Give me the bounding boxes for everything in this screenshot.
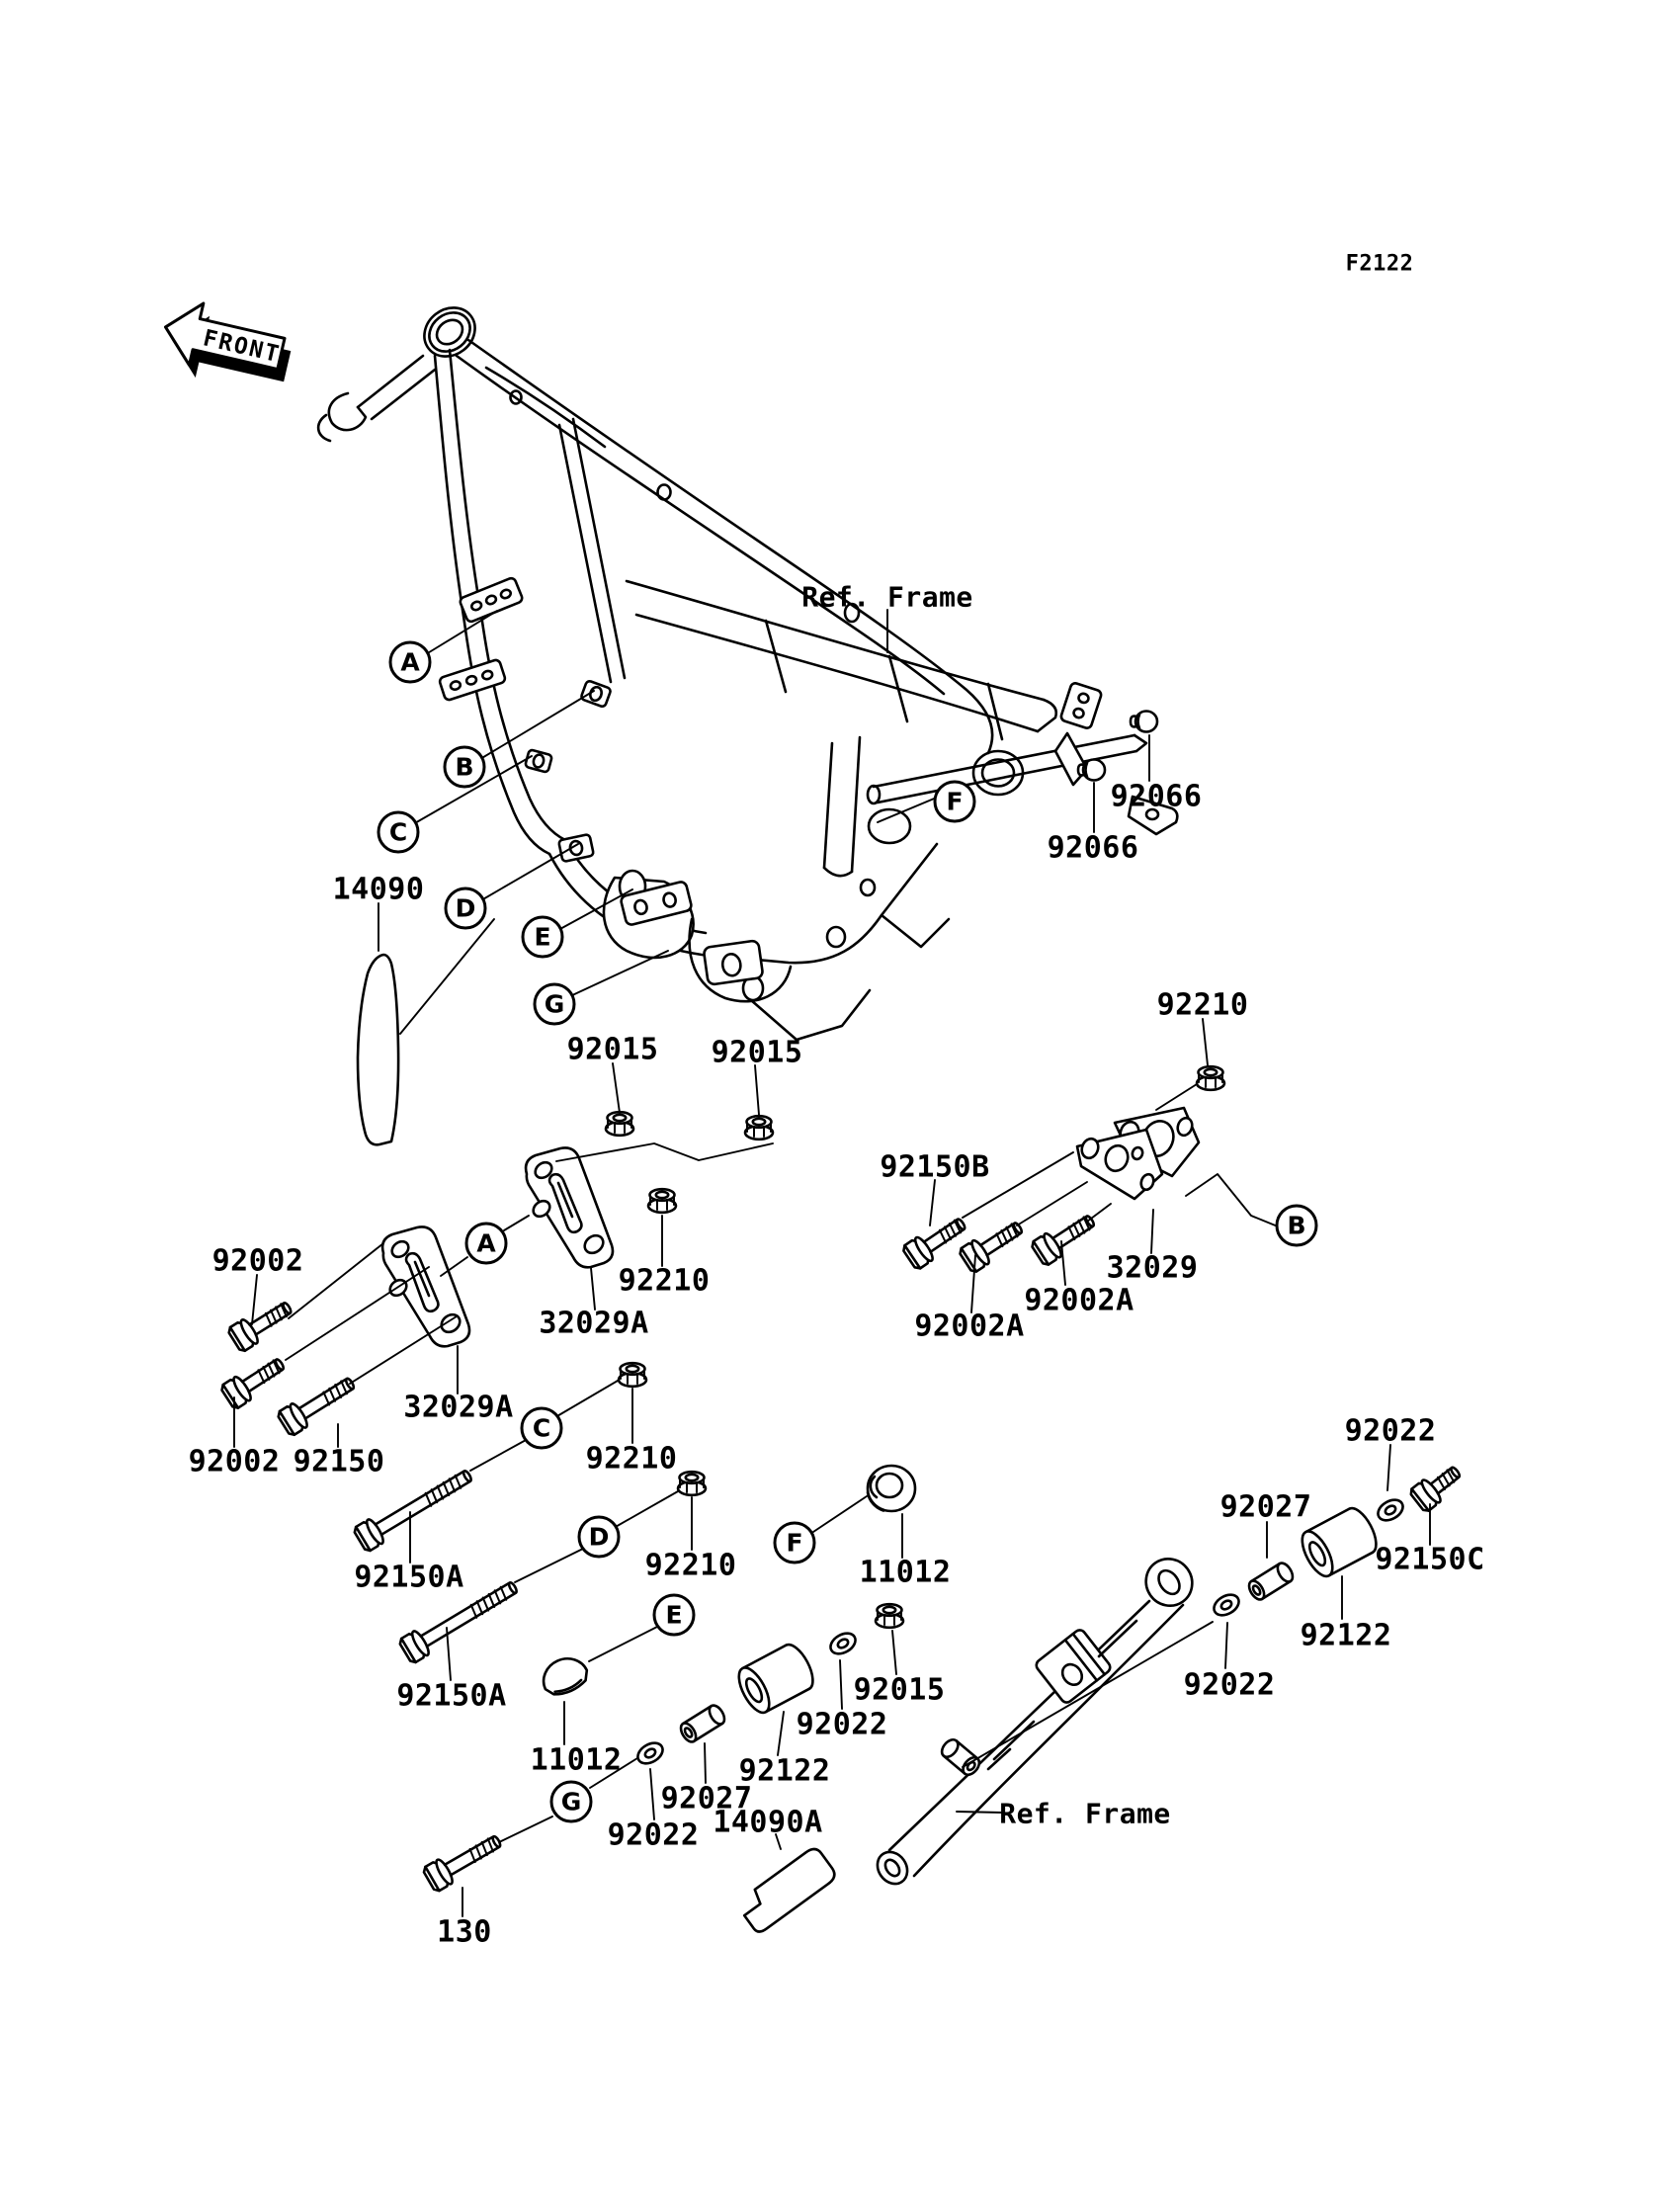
part-label-92015: 92015 — [566, 1032, 659, 1067]
front-arrow-icon — [156, 296, 297, 397]
part-label-92210: 92210 — [1156, 987, 1249, 1023]
plate-14090a — [735, 1845, 838, 1934]
part-label-32029a: 32029A — [403, 1390, 514, 1425]
callout-b-frame: B — [444, 746, 486, 789]
bolt-92150 — [277, 1371, 360, 1437]
callout-e-parts: E — [653, 1594, 696, 1637]
callout-c-parts: C — [521, 1407, 563, 1450]
part-label-92066: 92066 — [1047, 830, 1139, 866]
part-label-92022: 92022 — [607, 1817, 700, 1853]
washer-92022 — [634, 1738, 666, 1767]
callout-a-parts: A — [465, 1223, 508, 1265]
ref-frame-label-top: Ref. Frame — [801, 580, 973, 614]
part-label-92150b: 92150B — [880, 1149, 990, 1185]
callout-b-parts: B — [1276, 1205, 1318, 1247]
plug-92066 — [1131, 712, 1157, 732]
part-label-92150a: 92150A — [354, 1560, 464, 1595]
cap-11012 — [538, 1652, 592, 1700]
plate-32029a — [526, 1147, 613, 1267]
part-label-32029a: 32029A — [539, 1306, 649, 1341]
part-label-130: 130 — [437, 1914, 492, 1950]
callout-f-parts: F — [774, 1522, 816, 1564]
part-label-92210: 92210 — [618, 1263, 711, 1299]
nut-92210 — [1197, 1066, 1224, 1090]
bolt-130 — [422, 1828, 506, 1893]
callout-a-frame: A — [389, 641, 432, 684]
plate-32029a — [382, 1226, 469, 1346]
part-label-92027: 92027 — [660, 1781, 753, 1817]
part-label-92022: 92022 — [1344, 1413, 1437, 1449]
washer-92022 — [827, 1629, 859, 1657]
washer-92022 — [1375, 1495, 1406, 1524]
nut-92015 — [606, 1112, 633, 1136]
roller-92122 — [733, 1640, 819, 1717]
bolt-92150b — [901, 1212, 970, 1271]
callout-e-frame: E — [522, 916, 564, 959]
part-label-92122: 92122 — [1300, 1618, 1392, 1653]
part-label-92015: 92015 — [853, 1672, 946, 1708]
part-label-11012: 11012 — [859, 1555, 952, 1590]
part-label-14090a: 14090A — [713, 1805, 823, 1840]
part-label-32029: 32029 — [1106, 1250, 1199, 1286]
part-label-92122: 92122 — [738, 1753, 831, 1789]
part-label-92015: 92015 — [711, 1035, 803, 1070]
part-label-92002: 92002 — [188, 1444, 281, 1479]
figure-code: F2122 — [1345, 251, 1414, 277]
frame-drawing — [318, 297, 1177, 1040]
bolt-92002 — [219, 1352, 289, 1410]
blade-14090 — [358, 955, 398, 1144]
part-label-92210: 92210 — [644, 1548, 737, 1583]
nut-92015 — [876, 1604, 903, 1628]
part-label-92150a: 92150A — [396, 1678, 507, 1714]
callout-c-frame: C — [378, 811, 420, 854]
part-label-14090: 14090 — [332, 872, 425, 907]
bolt-92002a — [958, 1216, 1027, 1274]
nut-92210 — [648, 1189, 676, 1213]
part-label-92150c: 92150C — [1375, 1542, 1485, 1577]
part-label-92066: 92066 — [1110, 779, 1203, 814]
part-label-92002a: 92002A — [1024, 1283, 1134, 1318]
callout-f-frame: F — [934, 781, 976, 823]
bolt-92150c — [1408, 1460, 1466, 1513]
callout-d-frame: D — [445, 887, 487, 930]
washer-92022 — [1211, 1590, 1242, 1619]
part-label-92150: 92150 — [293, 1444, 385, 1479]
nut-92015 — [745, 1116, 773, 1140]
plates-32029 — [1077, 1108, 1199, 1199]
callout-d-parts: D — [578, 1516, 621, 1559]
nut-92210 — [678, 1472, 706, 1495]
part-label-92002: 92002 — [211, 1243, 304, 1279]
swingarm-ref-frame — [872, 1550, 1202, 1890]
part-label-92210: 92210 — [585, 1441, 678, 1477]
collar-92027 — [678, 1703, 727, 1744]
part-label-11012: 11012 — [530, 1742, 623, 1778]
callout-g-parts: G — [550, 1781, 593, 1823]
ref-frame-label-bottom: Ref. Frame — [999, 1797, 1171, 1830]
bolt-92002a — [1030, 1209, 1099, 1267]
front-arrow-label: FRONT — [201, 325, 284, 369]
collar-92027 — [1246, 1561, 1296, 1602]
bolt-92002 — [227, 1295, 296, 1352]
part-label-92022: 92022 — [796, 1707, 888, 1742]
part-label-92002a: 92002A — [914, 1309, 1025, 1344]
nut-92210 — [619, 1363, 646, 1387]
part-label-92027: 92027 — [1219, 1489, 1312, 1525]
cap-11012 — [868, 1466, 915, 1511]
callout-g-frame: G — [534, 983, 576, 1026]
part-label-92022: 92022 — [1183, 1667, 1276, 1703]
